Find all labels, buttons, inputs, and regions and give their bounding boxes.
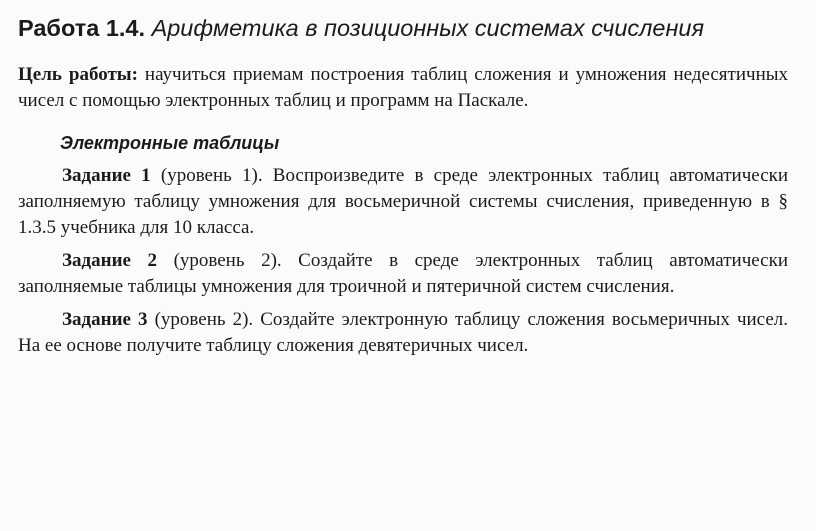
goal-label: Цель работы: xyxy=(18,64,138,85)
goal-text: научиться приемам построения таблиц сложения и умножения недесятичных чисел с помощью электронных таблиц и программ на Паскале. xyxy=(18,64,789,111)
work-title: Арифметика в позиционных системах счисления xyxy=(151,15,705,41)
task-3-label: Задание 3 xyxy=(62,309,148,330)
task-1-text: (уровень 1). Воспроизведите в среде электронных таблиц автоматически заполняемую таблицу умножения для восьмеричной системы счисления, приведенную в § 1.3.5 учебника для 10 класса. xyxy=(18,165,789,238)
task-2-text: (уровень 2). Создайте в среде электронных таблиц автоматически заполняемые таблицы умножения для троичной и пятеричной систем счисления. xyxy=(18,250,788,297)
section-heading: Электронные таблицы xyxy=(60,133,280,153)
task-3 xyxy=(18,307,788,359)
work-number: Работа 1.4. xyxy=(18,15,146,41)
goal-paragraph xyxy=(18,62,788,114)
task-1-label: Задание 1 xyxy=(62,165,151,186)
task-3-text: (уровень 2). Создайте электронную таблицу сложения восьмеричных чисел. На ее основе получите таблицу сложения девятеричных чисел. xyxy=(18,309,789,356)
page-title xyxy=(18,12,788,44)
task-2 xyxy=(18,248,788,300)
task-1 xyxy=(18,163,788,241)
task-2-label: Задание 2 xyxy=(62,250,158,271)
